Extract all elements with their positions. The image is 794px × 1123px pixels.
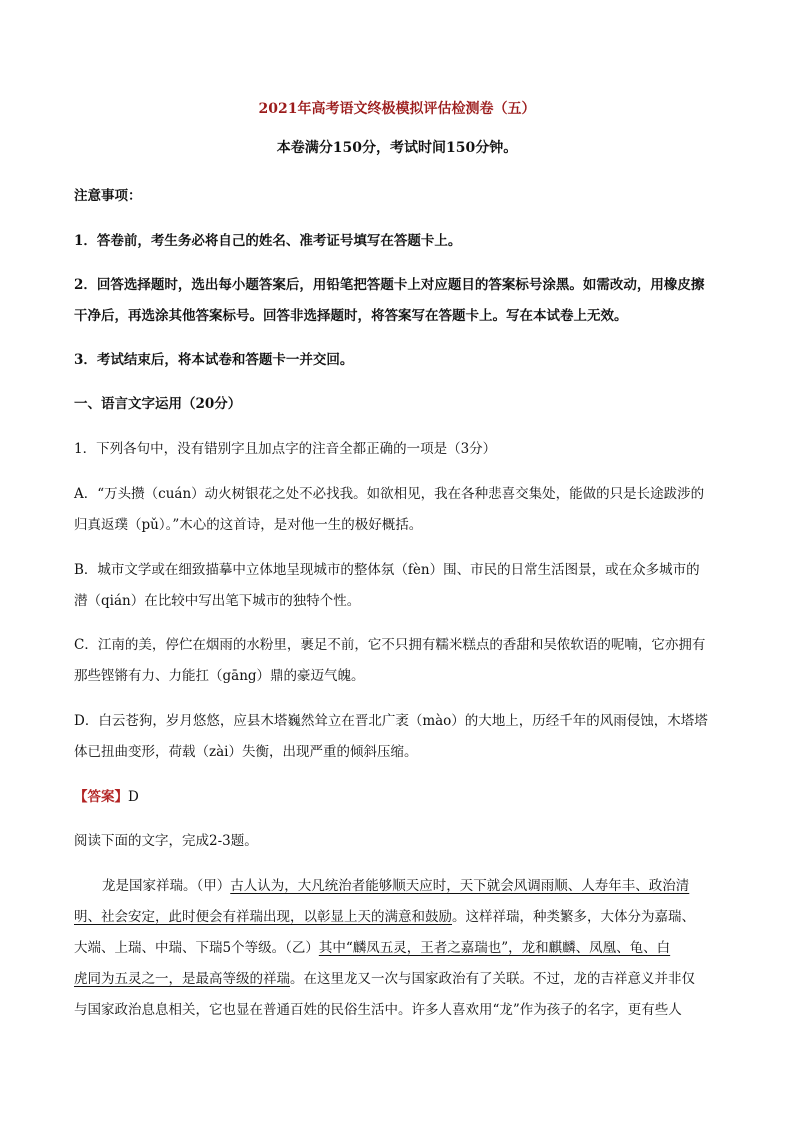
question-1-stem: 1．下列各句中，没有错别字且加点字的注音全都正确的一项是（3分） <box>74 441 497 457</box>
answer-label: 【答案】 <box>74 789 128 805</box>
reading-intro: 阅读下面的文字，完成2-3题。 <box>74 833 258 849</box>
answer-line <box>74 785 139 805</box>
page-title: 2021年高考语文终极模拟评估检测卷（五） <box>258 101 536 117</box>
underlined-sentence-a: 古人认为，大凡统治者能够顺天应时，天下就会风调雨顺、人寿年丰、政治清 <box>230 878 690 894</box>
notice-item-2-line-1: 2．回答选择题时，选出每小题答案后，用铅笔把答题卡上对应题目的答案标号涂黑。如需改动，用橡皮擦 <box>74 277 705 293</box>
passage-line-3 <box>74 936 670 956</box>
passage-line-1 <box>102 874 689 894</box>
option-c-line-2: 那些铿锵有力、力能扛（gāng）鼎的豪迈气魄。 <box>74 668 365 684</box>
passage-text: 大端、上瑞、中瑞、下瑞5个等级。（乙） <box>74 940 319 956</box>
exam-info: 本卷满分150分，考试时间150分钟。 <box>276 140 518 156</box>
option-a-line-1: A．“万头攒（cuán）动火树银花之处不必找我。如欲相见，我在各种悲喜交集处，能做的只是长途跋涉的 <box>74 486 705 502</box>
underlined-sentence-b: 虎同为五灵之一，是最高等级的祥瑞 <box>74 971 290 987</box>
answer-value: D <box>128 789 139 805</box>
option-a-line-2: 归真返璞（pǔ）。”木心的这首诗，是对他一生的极好概括。 <box>74 517 423 533</box>
underlined-sentence-b: 其中“麟凤五灵，王者之嘉瑞也”，龙和麒麟、凤凰、龟、白 <box>318 940 671 956</box>
notice-item-2-line-2: 干净后，再选涂其他答案标号。回答非选择题时，将答案写在答题卡上。写在本试卷上无效。 <box>74 308 628 324</box>
option-c-line-1: C．江南的美，停伫在烟雨的水粉里，裹足不前，它不只拥有糯米糕点的香甜和吴侬软语的呢喃，它亦拥有 <box>74 637 706 653</box>
passage-text: 。在这里龙又一次与国家政治有了关联。不过，龙的吉祥意义并非仅 <box>290 971 695 987</box>
passage-line-2 <box>74 905 695 925</box>
notice-item-3: 3．考试结束后，将本试卷和答题卡一并交回。 <box>74 352 354 368</box>
section-1-heading: 一、语言文字运用（20分） <box>74 396 242 412</box>
option-d-line-1: D．白云苍狗，岁月悠悠，应县木塔巍然耸立在晋北广袤（mào）的大地上，历经千年的风雨侵蚀，木塔塔 <box>74 713 708 729</box>
passage-text: 龙是国家祥瑞。（甲） <box>102 878 231 894</box>
notice-heading: 注意事项： <box>74 188 142 204</box>
passage-text: 。这样祥瑞，种类繁多，大体分为嘉瑞、 <box>452 909 695 925</box>
passage-line-4 <box>74 967 695 987</box>
option-b-line-2: 潜（qián）在比较中写出笔下城市的独特个性。 <box>74 593 361 609</box>
option-d-line-2: 体已扭曲变形，荷载（zài）失衡，出现严重的倾斜压缩。 <box>74 744 418 760</box>
underlined-sentence-a: 明、社会安定，此时便会有祥瑞出现，以彰显上天的满意和鼓励 <box>74 909 452 925</box>
option-b-line-1: B．城市文学或在细致描摹中立体地呈现城市的整体氛（fèn）围、市民的日常生活图景，或在众多城市的 <box>74 562 700 578</box>
passage-line-5: 与国家政治息息相关，它也显在普通百姓的民俗生活中。许多人喜欢用“龙”作为孩子的名字，更有些人 <box>74 1002 682 1018</box>
notice-item-1: 1．答卷前，考生务必将自己的姓名、准考证号填写在答题卡上。 <box>74 233 462 249</box>
